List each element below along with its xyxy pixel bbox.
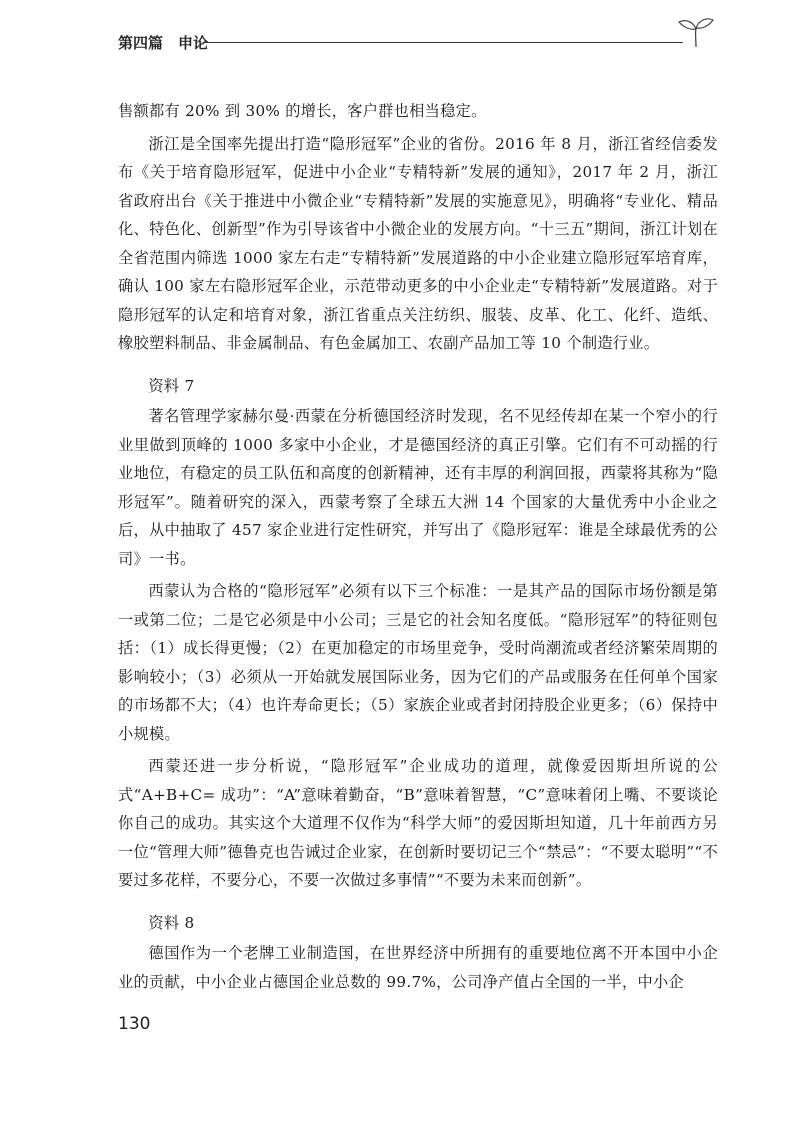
page-header	[0, 0, 800, 70]
sprout-icon	[676, 14, 716, 48]
page-number: 130	[118, 1014, 151, 1034]
paragraph-simon-intro: 著名管理学家赫尔曼·西蒙在分析德国经济时发现，名不见经传却在某一个窄小的行业里做到顶峰的 1000 多家中小企业，才是德国经济的真正引擎。它们有不可动摇的行业地位，有稳定的员工队伍和高度的创新精神，还有丰厚的利润回报，西蒙将其称为“隐形冠军”。随着研究的深入，西蒙考察了全球五大洲 14 个国家的大量优秀中小企业之后，从中抽取了 457 家企业进行定性研究，并写出了《隐形冠军：谁是全球最优秀的公司》一书。	[118, 407, 718, 568]
continuation-paragraph: 售额都有 20% 到 30% 的增长，客户群也相当稳定。	[118, 102, 487, 120]
document-body	[118, 97, 718, 996]
material-8-heading: 资料 8	[148, 913, 195, 932]
paragraph-germany: 德国作为一个老牌工业制造国，在世界经济中所拥有的重要地位离不开本国中小企业的贡献，中小企业占德国企业总数的 99.7%，公司净产值占全国的一半，中小企	[118, 944, 718, 991]
header-rule	[205, 42, 683, 43]
material-7-heading: 资料 7	[148, 376, 195, 395]
paragraph-simon-formula: 西蒙还进一步分析说，“隐形冠军”企业成功的道理，就像爱因斯坦所说的公式“A+B+C= 成功”：“A”意味着勤奋，“B”意味着智慧，“C”意味着闭上嘴、不要谈论你自己的成功。其实这个大道理不仅作为“科学大师”的爱因斯坦知道，几十年前西方另一位“管理大师”德鲁克也告诫过企业家，在创新时要切记三个“禁忌”：“不要太聪明”“不要过多花样，不要分心，不要一次做过多事情”“不要为未来而创新”。	[118, 757, 718, 889]
section-label: 第四篇 申论	[118, 34, 209, 52]
paragraph-zhejiang: 浙江是全国率先提出打造“隐形冠军”企业的省份。2016 年 8 月，浙江省经信委发布《关于培育隐形冠军，促进中小企业“专精特新”发展的通知》，2017 年 2 月，浙江省政府出台《关于推进中小微企业“专精特新”发展的实施意见》，明确将“专业化、精品化、特色化、创新型”作为引导该省中小微企业的发展方向。“十三五”期间，浙江计划在全省范围内筛选 1000 家左右走“专精特新”发展道路的中小企业建立隐形冠军培育库，确认 100 家左右隐形冠军企业，示范带动更多的中小企业走“专精特新”发展道路。对于隐形冠军的认定和培育对象，浙江省重点关注纺织、服装、皮革、化工、化纤、造纸、橡胶塑料制品、非金属制品、有色金属加工、农副产品加工等 10 个制造行业。	[118, 134, 718, 352]
paragraph-simon-criteria: 西蒙认为合格的“隐形冠军”必须有以下三个标准：一是其产品的国际市场份额是第一或第二位；二是它必须是中小公司；三是它的社会知名度低。“隐形冠军”的特征则包括：（1）成长得更慢；（2）在更加稳定的市场里竞争，受时尚潮流或者经济繁荣周期的影响较小；（3）必须从一开始就发展国际业务，因为它们的产品或服务在任何单个国家的市场都不大；（4）也许寿命更长；（5）家族企业或者封闭持股企业更多；（6）保持中小规模。	[118, 582, 718, 743]
